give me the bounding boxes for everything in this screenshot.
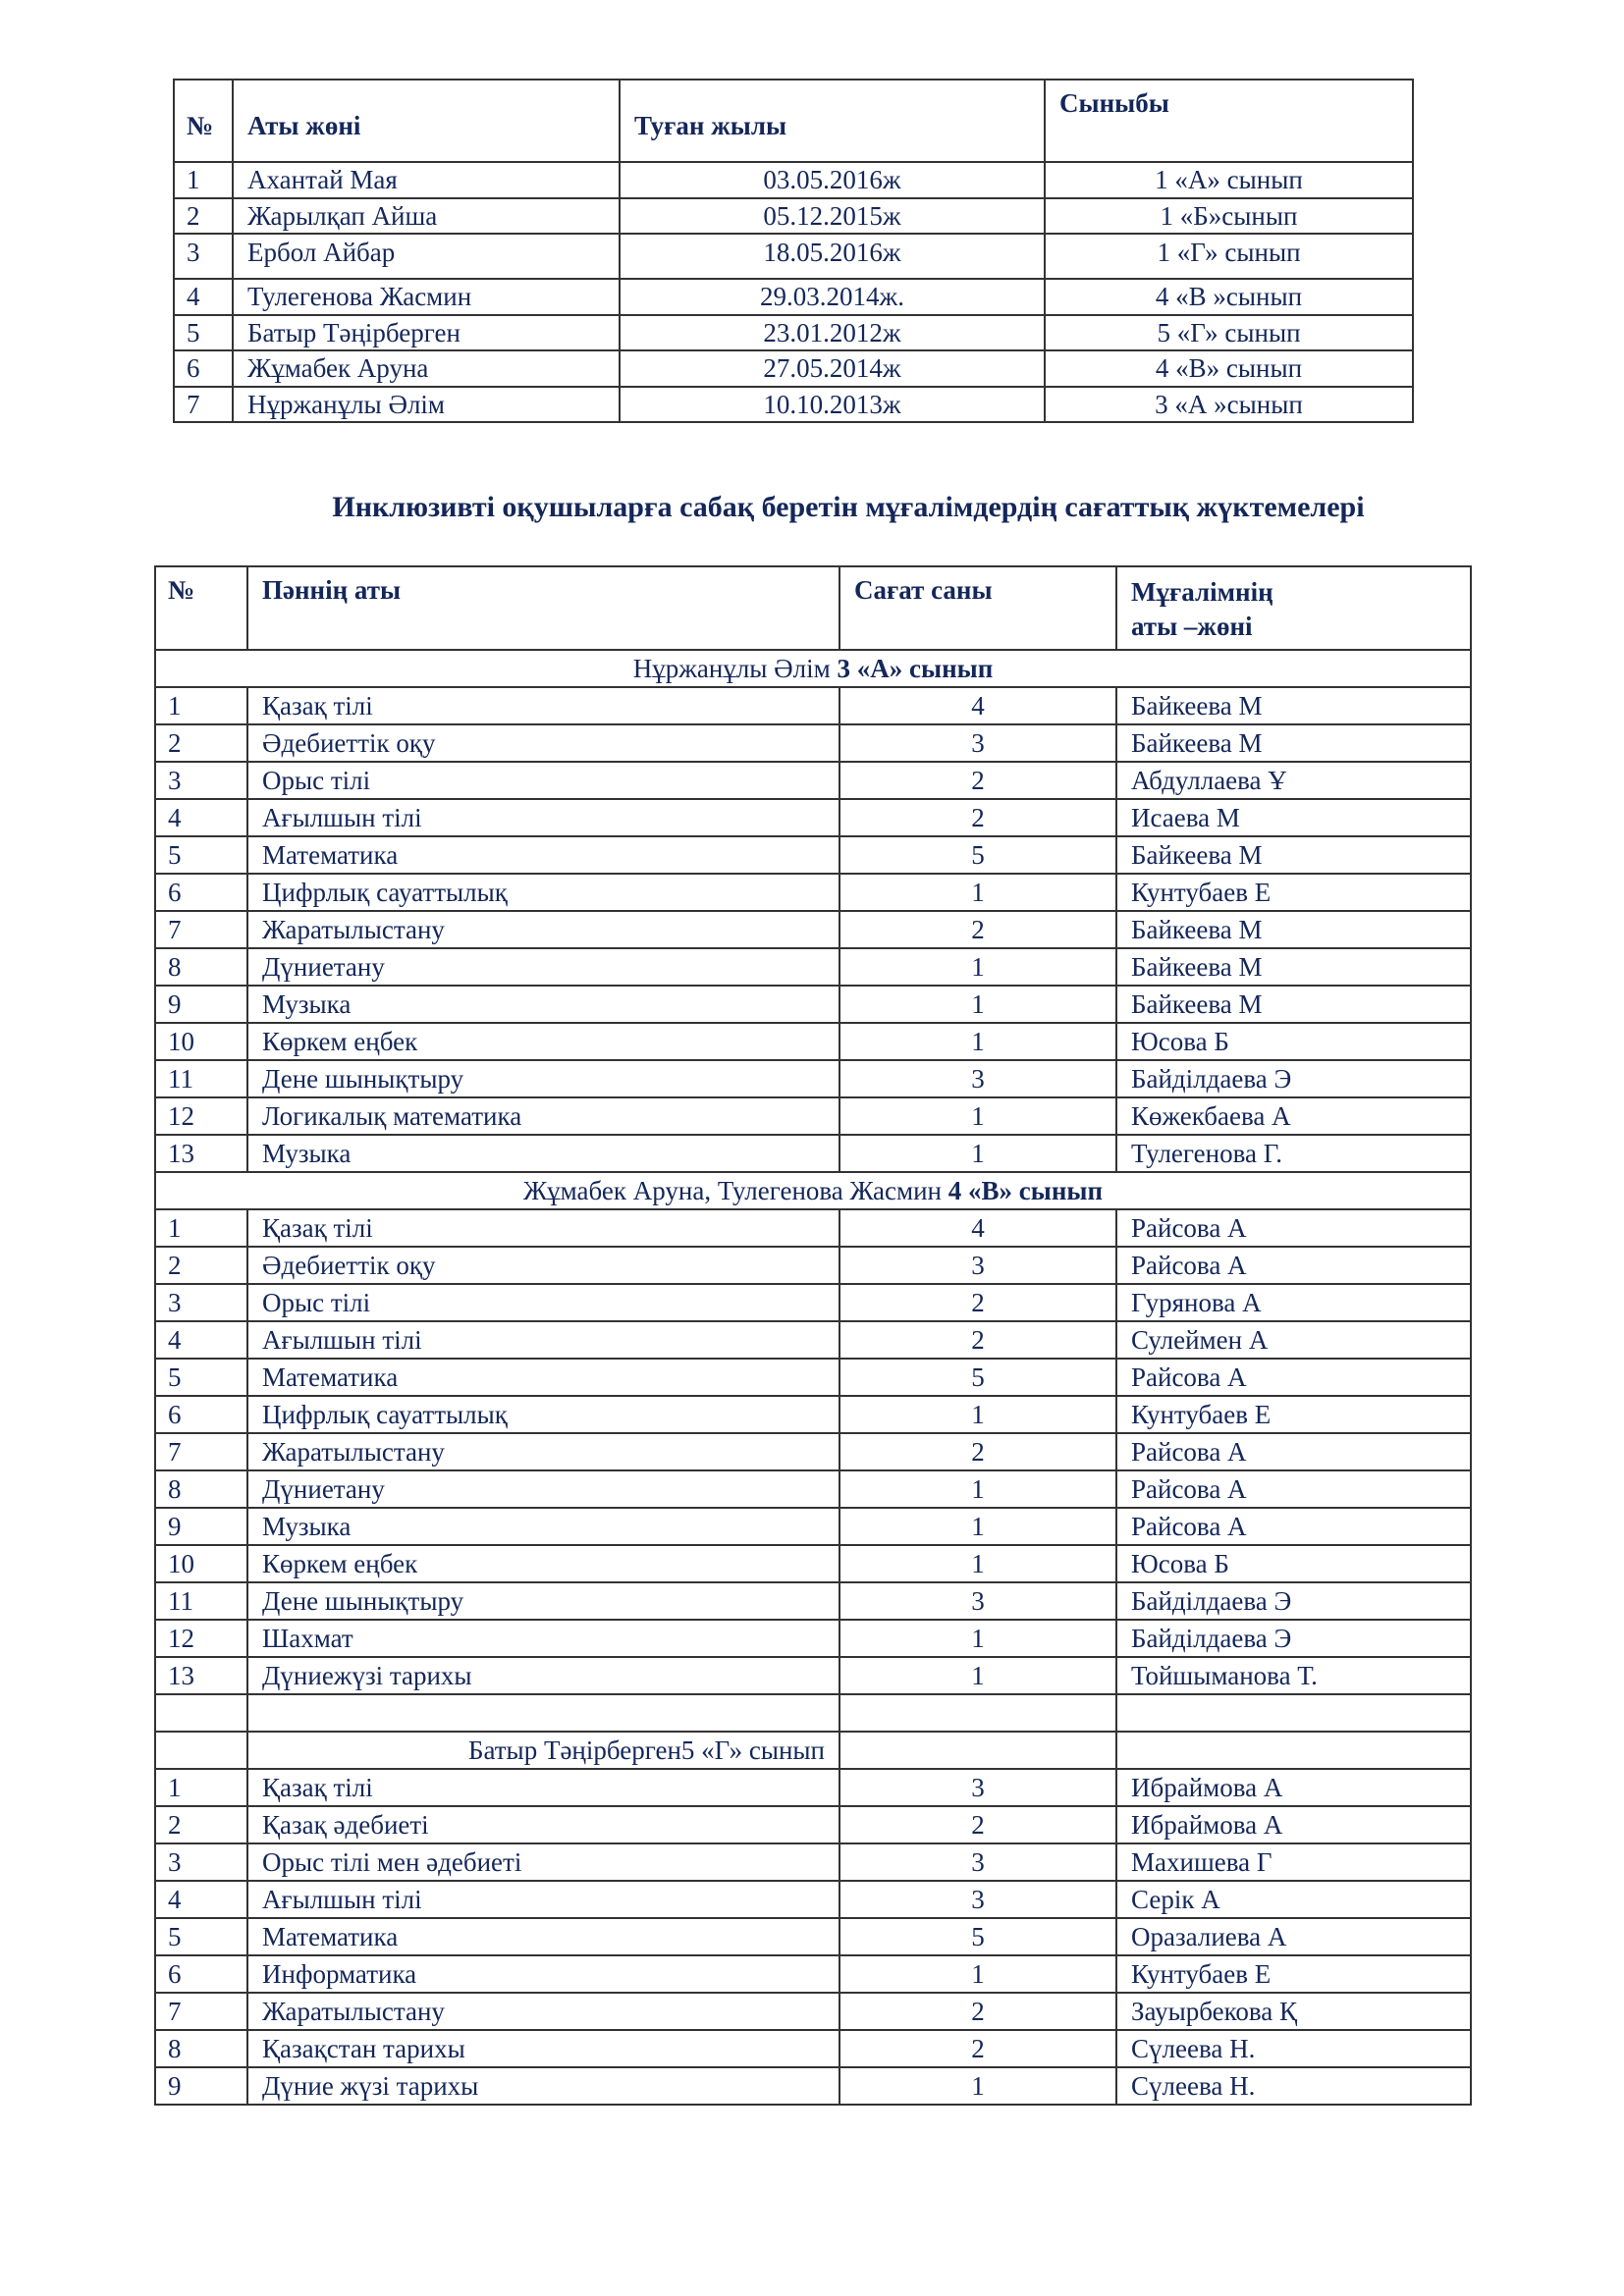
hours-count: 1 [839, 1023, 1116, 1060]
row-num: 7 [155, 911, 247, 948]
row-num: 4 [155, 1321, 247, 1359]
subject-name: Қазақ әдебиеті [247, 1806, 839, 1843]
hours-count: 1 [839, 1097, 1116, 1135]
teacher-name: Кунтубаев Е [1116, 1955, 1471, 1993]
subject-name: Көркем еңбек [247, 1545, 839, 1582]
subject-name: Шахмат [247, 1620, 839, 1657]
empty-cell [1116, 1732, 1471, 1769]
subject-name: Ағылшын тілі [247, 1881, 839, 1918]
student-name: Ербол Айбар [233, 234, 620, 279]
hours-count: 2 [839, 911, 1116, 948]
section-row [155, 1732, 1471, 1769]
row-num: 1 [155, 687, 247, 724]
subject-row [155, 1359, 1471, 1396]
row-num: 6 [155, 1955, 247, 1993]
subject-row [155, 1657, 1471, 1694]
hours-count: 3 [839, 1247, 1116, 1284]
hours-count: 1 [839, 1396, 1116, 1433]
row-num: 9 [155, 2067, 247, 2105]
teacher-name: Ибраймова А [1116, 1769, 1471, 1806]
subject-row [155, 1545, 1471, 1582]
subject-name: Орыс тілі мен әдебиеті [247, 1843, 839, 1881]
student-num: 4 [174, 279, 233, 315]
hours-count: 2 [839, 799, 1116, 836]
student-class: 5 «Г» сынып [1045, 315, 1413, 350]
section-label-students: Нұржанұлы Әлім [632, 653, 838, 683]
teacher-name: Сүлеева Н. [1116, 2030, 1471, 2067]
student-class: 1 «А» сынып [1045, 162, 1413, 198]
hours-count: 2 [839, 1433, 1116, 1470]
empty-cell [155, 1694, 247, 1732]
empty-cell [155, 1732, 247, 1769]
student-name: Жұмабек Аруна [233, 350, 620, 387]
subject-row [155, 986, 1471, 1023]
empty-cell [247, 1694, 839, 1732]
student-num: 6 [174, 350, 233, 387]
hours-count: 5 [839, 1918, 1116, 1955]
subject-row [155, 948, 1471, 986]
row-num: 9 [155, 986, 247, 1023]
student-name: Нұржанұлы Әлім [233, 387, 620, 422]
hours-count: 1 [839, 1657, 1116, 1694]
student-name: Ахантай Мая [233, 162, 620, 198]
hours-count: 5 [839, 836, 1116, 874]
header-teacher-line1: Мұғалімнің [1131, 577, 1273, 607]
hours-count: 1 [839, 948, 1116, 986]
hours-count: 3 [839, 1060, 1116, 1097]
subject-row [155, 1806, 1471, 1843]
subject-name: Қазақ тілі [247, 1769, 839, 1806]
subject-row [155, 1097, 1471, 1135]
subject-row [155, 1470, 1471, 1508]
row-num: 7 [155, 1993, 247, 2030]
subject-row [155, 911, 1471, 948]
row-num: 3 [155, 1284, 247, 1321]
row-num: 9 [155, 1508, 247, 1545]
hours-count: 2 [839, 1321, 1116, 1359]
teacher-name: Сүлеева Н. [1116, 2067, 1471, 2105]
student-class: 1 «Б»сынып [1045, 198, 1413, 234]
subject-name: Дүниетану [247, 948, 839, 986]
row-num: 4 [155, 1881, 247, 1918]
teacher-name: Гурянова А [1116, 1284, 1471, 1321]
teacher-name: Байкеева М [1116, 724, 1471, 762]
row-num: 11 [155, 1060, 247, 1097]
row-num: 10 [155, 1545, 247, 1582]
subject-row [155, 1508, 1471, 1545]
row-num: 8 [155, 2030, 247, 2067]
row-num: 10 [155, 1023, 247, 1060]
hours-count: 2 [839, 1284, 1116, 1321]
row-num: 12 [155, 1097, 247, 1135]
subject-row [155, 762, 1471, 799]
student-row [174, 198, 1413, 234]
teacher-name: Байкеева М [1116, 911, 1471, 948]
student-num: 7 [174, 387, 233, 422]
hours-count: 1 [839, 1955, 1116, 1993]
teacher-name: Тулегенова Г. [1116, 1135, 1471, 1172]
student-row [174, 162, 1413, 198]
subject-row [155, 2030, 1471, 2067]
teacher-name: Райсова А [1116, 1433, 1471, 1470]
hours-count: 1 [839, 1508, 1116, 1545]
section-row [155, 1172, 1471, 1209]
teacher-name: Байкеева М [1116, 836, 1471, 874]
subject-row [155, 1918, 1471, 1955]
student-birth: 29.03.2014ж. [620, 279, 1045, 315]
subject-name: Қазақ тілі [247, 687, 839, 724]
teacher-name: Ибраймова А [1116, 1806, 1471, 1843]
row-num: 13 [155, 1657, 247, 1694]
subject-name: Математика [247, 836, 839, 874]
student-row [174, 387, 1413, 422]
student-birth: 10.10.2013ж [620, 387, 1045, 422]
subject-row [155, 874, 1471, 911]
teacher-name: Райсова А [1116, 1470, 1471, 1508]
hours-count: 1 [839, 1470, 1116, 1508]
teacher-name: Байділдаева Э [1116, 1060, 1471, 1097]
subject-row [155, 1247, 1471, 1284]
teacher-name: Байділдаева Э [1116, 1620, 1471, 1657]
subject-name: Қазақ тілі [247, 1209, 839, 1247]
teacher-name: Сулеймен А [1116, 1321, 1471, 1359]
teacher-name: Абдуллаева Ұ [1116, 762, 1471, 799]
subject-row [155, 687, 1471, 724]
row-num: 1 [155, 1209, 247, 1247]
row-num: 1 [155, 1769, 247, 1806]
student-row [174, 315, 1413, 350]
teacher-name: Юсова Б [1116, 1023, 1471, 1060]
student-num: 3 [174, 234, 233, 279]
subject-name: Музыка [247, 1508, 839, 1545]
subject-row [155, 1843, 1471, 1881]
subject-name: Цифрлық сауаттылық [247, 874, 839, 911]
row-num: 2 [155, 1247, 247, 1284]
document-title: Инклюзивті оқушыларға сабақ беретін мұғалімдердің сағаттық жүктемелері [332, 491, 1365, 523]
subject-row [155, 1881, 1471, 1918]
section-label [155, 1172, 1471, 1209]
empty-row [155, 1694, 1471, 1732]
hours-count: 1 [839, 874, 1116, 911]
student-name: Батыр Тәңірберген [233, 315, 620, 350]
hours-count: 2 [839, 762, 1116, 799]
row-num: 5 [155, 836, 247, 874]
hours-count: 2 [839, 1993, 1116, 2030]
teacher-name: Райсова А [1116, 1247, 1471, 1284]
subject-name: Дүние жүзі тарихы [247, 2067, 839, 2105]
subject-row [155, 1582, 1471, 1620]
hours-count: 1 [839, 2067, 1116, 2105]
header-hours: Сағат саны [839, 566, 1116, 650]
header-teacher [1116, 566, 1471, 650]
hours-count: 4 [839, 1209, 1116, 1247]
subject-name: Әдебиеттік оқу [247, 1247, 839, 1284]
empty-cell [1116, 1694, 1471, 1732]
row-num: 13 [155, 1135, 247, 1172]
subject-name: Жаратылыстану [247, 1993, 839, 2030]
subject-row [155, 836, 1471, 874]
row-num: 4 [155, 799, 247, 836]
subject-row [155, 1769, 1471, 1806]
subject-name: Математика [247, 1918, 839, 1955]
student-row [174, 234, 1413, 279]
section-label-students: Жұмабек Аруна, Тулегенова Жасмин [522, 1175, 948, 1205]
header-name: Аты жөні [233, 80, 620, 162]
teacher-name: Серік А [1116, 1881, 1471, 1918]
section-label [155, 650, 1471, 687]
subject-row [155, 1955, 1471, 1993]
section-label-class: 3 «А» сынып [837, 653, 994, 683]
row-num: 5 [155, 1918, 247, 1955]
hours-count: 3 [839, 1843, 1116, 1881]
subject-name: Жаратылыстану [247, 1433, 839, 1470]
student-class: 1 «Г» сынып [1045, 234, 1413, 279]
row-num: 5 [155, 1359, 247, 1396]
row-num: 3 [155, 762, 247, 799]
subject-row [155, 799, 1471, 836]
student-num: 5 [174, 315, 233, 350]
hours-count: 2 [839, 1806, 1116, 1843]
section-label-class: 4 «В» сынып [947, 1175, 1104, 1205]
teacher-name: Байкеева М [1116, 948, 1471, 986]
subject-name: Информатика [247, 1955, 839, 1993]
hours-count: 3 [839, 724, 1116, 762]
teacher-name: Байкеева М [1116, 986, 1471, 1023]
empty-cell [839, 1732, 1116, 1769]
row-num: 8 [155, 948, 247, 986]
student-class: 3 «А »сынып [1045, 387, 1413, 422]
row-num: 12 [155, 1620, 247, 1657]
hours-count: 1 [839, 1545, 1116, 1582]
row-num: 7 [155, 1433, 247, 1470]
section-label [247, 1732, 839, 1769]
hours-count: 1 [839, 1135, 1116, 1172]
load-header-row [155, 566, 1471, 650]
subject-row [155, 724, 1471, 762]
row-num: 3 [155, 1843, 247, 1881]
teacher-name: Байкеева М [1116, 687, 1471, 724]
teacher-name: Райсова А [1116, 1508, 1471, 1545]
teacher-name: Махишева Г [1116, 1843, 1471, 1881]
subject-name: Дүниетану [247, 1470, 839, 1508]
subject-name: Математика [247, 1359, 839, 1396]
teacher-name: Оразалиева А [1116, 1918, 1471, 1955]
subject-name: Жаратылыстану [247, 911, 839, 948]
hours-count: 1 [839, 986, 1116, 1023]
row-num: 2 [155, 724, 247, 762]
empty-cell [839, 1694, 1116, 1732]
row-num: 6 [155, 874, 247, 911]
teacher-name: Кунтубаев Е [1116, 874, 1471, 911]
subject-row [155, 1433, 1471, 1470]
student-num: 1 [174, 162, 233, 198]
student-birth: 18.05.2016ж [620, 234, 1045, 279]
teacher-name: Юсова Б [1116, 1545, 1471, 1582]
hours-count: 2 [839, 2030, 1116, 2067]
students-table [173, 79, 1414, 423]
subject-name: Көркем еңбек [247, 1023, 839, 1060]
subject-name: Музыка [247, 986, 839, 1023]
subject-name: Дүниежүзі тарихы [247, 1657, 839, 1694]
row-num: 6 [155, 1396, 247, 1433]
row-num: 8 [155, 1470, 247, 1508]
subject-row [155, 1209, 1471, 1247]
teacher-name: Байділдаева Э [1116, 1582, 1471, 1620]
subject-name: Логикалық математика [247, 1097, 839, 1135]
student-birth: 27.05.2014ж [620, 350, 1045, 387]
student-class: 4 «В »сынып [1045, 279, 1413, 315]
student-class: 4 «В» сынып [1045, 350, 1413, 387]
teacher-name: Көжекбаева А [1116, 1097, 1471, 1135]
subject-row [155, 1396, 1471, 1433]
subject-row [155, 2067, 1471, 2105]
subject-row [155, 1060, 1471, 1097]
subject-name: Ағылшын тілі [247, 799, 839, 836]
hours-count: 1 [839, 1620, 1116, 1657]
subject-name: Музыка [247, 1135, 839, 1172]
subject-name: Әдебиеттік оқу [247, 724, 839, 762]
row-num: 11 [155, 1582, 247, 1620]
teaching-load-table [154, 565, 1472, 2106]
header-subject: Пәннің аты [247, 566, 839, 650]
subject-row [155, 1284, 1471, 1321]
teacher-name: Райсова А [1116, 1209, 1471, 1247]
subject-name: Дене шынықтыру [247, 1582, 839, 1620]
student-birth: 23.01.2012ж [620, 315, 1045, 350]
subject-name: Орыс тілі [247, 762, 839, 799]
hours-count: 3 [839, 1582, 1116, 1620]
subject-row [155, 1620, 1471, 1657]
subject-name: Қазақстан тарихы [247, 2030, 839, 2067]
student-row [174, 350, 1413, 387]
teacher-name: Кунтубаев Е [1116, 1396, 1471, 1433]
section-label-students: Батыр Тәңірберген5 «Г» сынып [467, 1735, 825, 1765]
header-class: Сыныбы [1045, 80, 1413, 162]
section-row [155, 650, 1471, 687]
subject-name: Дене шынықтыру [247, 1060, 839, 1097]
teacher-name: Райсова А [1116, 1359, 1471, 1396]
subject-row [155, 1023, 1471, 1060]
student-num: 2 [174, 198, 233, 234]
subject-row [155, 1321, 1471, 1359]
header-birth: Туған жылы [620, 80, 1045, 162]
header-num: № [155, 566, 247, 650]
student-birth: 05.12.2015ж [620, 198, 1045, 234]
students-header-row [174, 80, 1413, 162]
teacher-name: Зауырбекова Қ [1116, 1993, 1471, 2030]
subject-name: Орыс тілі [247, 1284, 839, 1321]
teacher-name: Исаева М [1116, 799, 1471, 836]
student-birth: 03.05.2016ж [620, 162, 1045, 198]
hours-count: 3 [839, 1769, 1116, 1806]
teacher-name: Тойшыманова Т. [1116, 1657, 1471, 1694]
subject-name: Цифрлық сауаттылық [247, 1396, 839, 1433]
subject-row [155, 1135, 1471, 1172]
subject-name: Ағылшын тілі [247, 1321, 839, 1359]
student-name: Жарылқап Айша [233, 198, 620, 234]
student-row [174, 279, 1413, 315]
student-name: Тулегенова Жасмин [233, 279, 620, 315]
subject-row [155, 1993, 1471, 2030]
hours-count: 5 [839, 1359, 1116, 1396]
hours-count: 4 [839, 687, 1116, 724]
header-teacher-line2: аты –жөні [1131, 612, 1253, 642]
hours-count: 3 [839, 1881, 1116, 1918]
row-num: 2 [155, 1806, 247, 1843]
header-num: № [174, 80, 233, 162]
